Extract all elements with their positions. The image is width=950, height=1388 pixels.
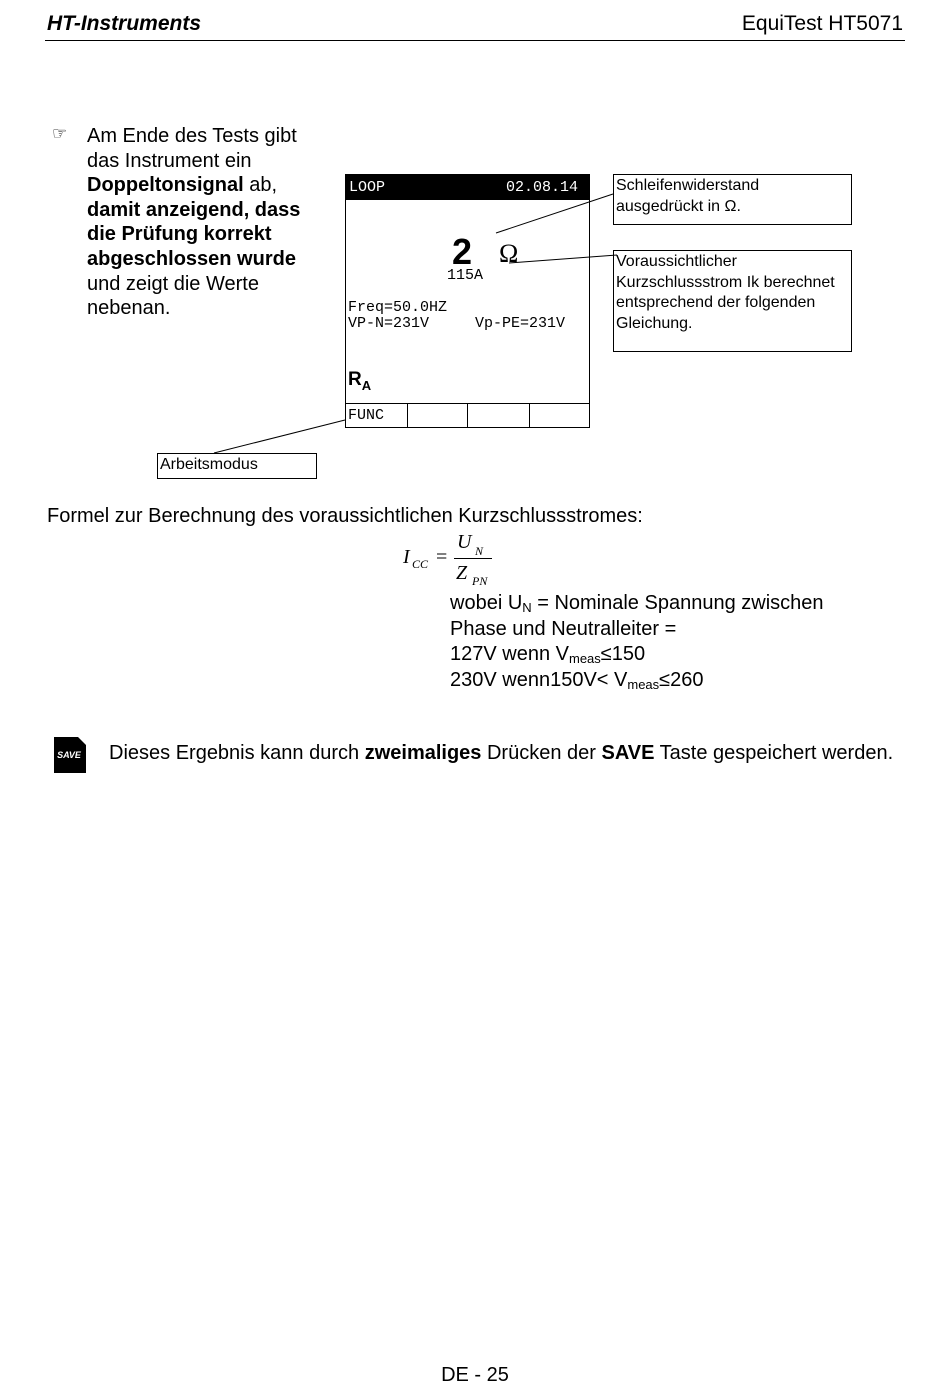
formula-description (450, 591, 824, 693)
desc3-sub: meas (568, 651, 601, 667)
intro-text-1: Am Ende des Tests gibt das Instrument ein (87, 125, 297, 172)
formula-denominator: Z (456, 562, 468, 584)
ra-sub: A (361, 377, 372, 393)
callout-resistance: Schleifenwiderstand ausgedrückt in Ω. (613, 174, 852, 225)
intro-text-2: ab, (243, 174, 278, 197)
formula-numerator-sub: N (475, 544, 484, 558)
formula-numerator: U (457, 531, 472, 553)
display-value: 2 (452, 231, 473, 272)
save-text-2: Drücken der (481, 742, 602, 764)
desc1-b: = Nominale Spannung zwischen (531, 592, 824, 614)
desc1-sub: N (522, 600, 532, 615)
display-frequency: Freq=50.0HZ (348, 299, 448, 316)
desc4-b: ≤260 (659, 668, 704, 691)
formula-title: Formel zur Berechnung des voraussichtlichen Kurzschlussstromes: (47, 505, 643, 527)
display-mode: LOOP (349, 179, 386, 196)
save-text-1: Dieses Ergebnis kann durch (109, 742, 365, 764)
display-voltage-pn: VP-N=231V (348, 315, 430, 332)
formula-desc-line-1 (450, 591, 824, 617)
save-icon (54, 737, 86, 773)
save-text-3: Taste gespeichert werden. (654, 742, 894, 764)
leader-current (509, 255, 617, 263)
intro-text-3: und zeigt die Werte nebenan. (87, 272, 259, 320)
formula-equation (400, 530, 500, 590)
ra-main: R (348, 369, 362, 390)
formula-desc-line-2: Phase und Neutralleiter = (450, 617, 677, 640)
display-current: 115A (447, 267, 484, 284)
callout-current: Voraussichtlicher Kurzschlussstrom Ik berechnet entsprechend der folgenden Gleichung. (613, 250, 852, 352)
intro-bold-2: damit anzeigend, dass die Prüfung korrekt abgeschlossen wurde (87, 198, 301, 270)
softkey-func[interactable]: FUNC (346, 404, 408, 428)
desc3-b: ≤150 (600, 643, 646, 666)
leader-resistance (496, 194, 613, 233)
save-bold-2: SAVE (601, 742, 655, 764)
display-voltage-ppe: Vp-PE=231V (475, 315, 566, 332)
brand-title: HT-Instruments (47, 12, 202, 35)
desc3-a: 127V wenn V (450, 643, 569, 666)
formula-lhs: I (403, 546, 410, 568)
leader-mode (214, 420, 345, 453)
page-number: DE - 25 (441, 1364, 509, 1386)
display-date: 02.08.14 (505, 179, 578, 196)
save-icon-label: SAVE (57, 750, 81, 760)
formula-equals: = (436, 546, 448, 568)
product-title: EquiTest HT5071 (741, 12, 903, 35)
display-unit: Ω (499, 239, 519, 268)
desc4-sub: meas (627, 676, 660, 692)
formula-denominator-sub: PN (472, 574, 488, 588)
save-note (109, 741, 899, 766)
formula-desc-line-4 (450, 668, 824, 694)
desc4-a: 230V wenn150V< V (450, 668, 628, 691)
formula-desc-line-3 (450, 642, 824, 668)
save-bold-1: zweimaliges (364, 742, 482, 764)
intro-bold-1: Doppeltonsignal (87, 174, 244, 197)
formula-fraction-bar (454, 558, 492, 559)
callout-mode: Arbeitsmodus (157, 453, 317, 479)
pointing-hand-icon: ☞ (52, 124, 68, 143)
desc1-a: wobei U (450, 592, 523, 614)
formula-lhs-sub: CC (412, 557, 429, 571)
